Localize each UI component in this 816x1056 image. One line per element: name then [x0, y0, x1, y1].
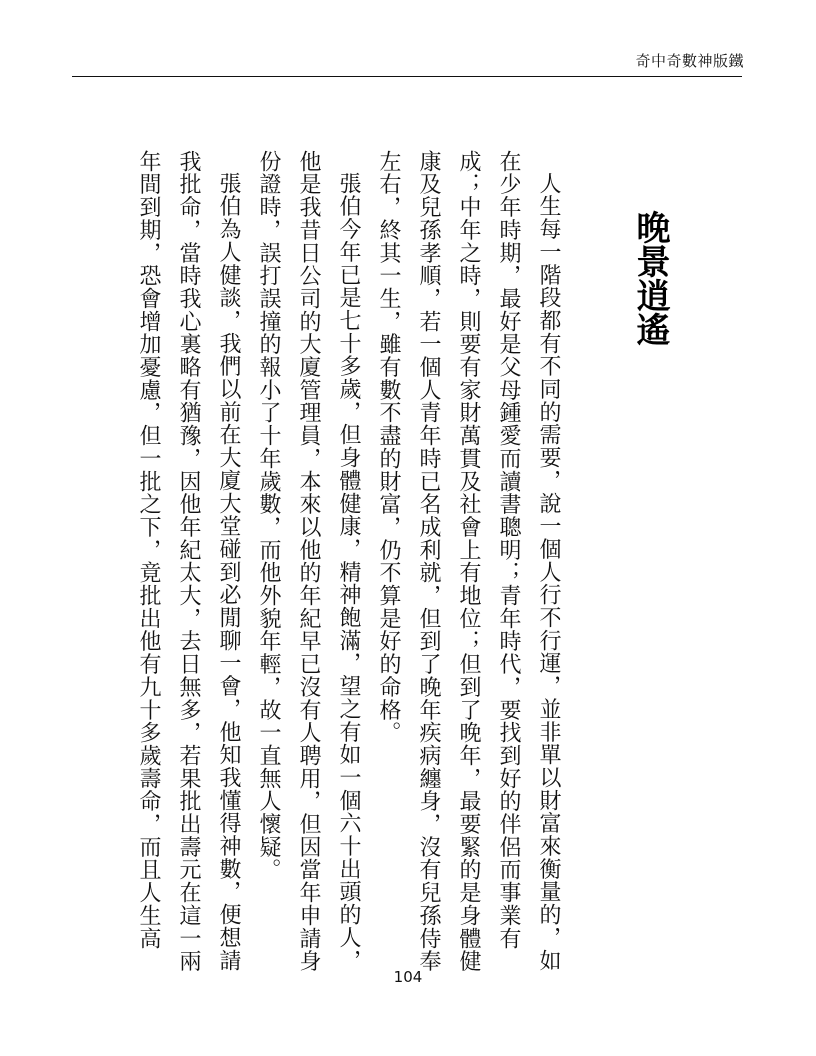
running-header-title: 奇中奇數神版鐵 [635, 52, 744, 70]
paragraph: 人生每一階段都有不同的需要，說一個人行不行運，並非單以財富來衡量的，如在少年時期，最好是父母鍾愛而讀書聰明；青年時代，要找到好的伴侶而事業有成；中年之時，則要有家財萬貫及社會上有地位；但到了晚年，最要緊的是身體健康及兒孫孝順，若一個人青年時已名成利就，但到了晚年疾病纏身，沒有兒孫侍奉左右，終其一生，雖有數不盡的財富，仍不算是好的命格。 [376, 150, 561, 973]
paragraph: 張伯為人健談，我們以前在大廈大堂碰到必閒聊一會，他知我懂得神數，便想請我批命，當時我心裏略有猶豫，因他年紀太大，去日無多，若果批出壽元在這一兩年間到期，恐會增加憂慮，但一批之下，竟批出他有九十多歲壽命，而且人生高 [136, 150, 241, 973]
header-divider [72, 76, 742, 77]
paragraph: 張伯今年已是七十多歲，但身體健康，精神飽滿，望之有如一個六十出頭的人，他是我昔日公司的大廈管理員，本來以他的年紀早已沒有人聘用，但因當年申請身份證時，誤打誤撞的報小了十年歲數，而他外貌年輕，故一直無人懷疑。 [256, 150, 361, 973]
chapter-title: 晚景逍遙 [630, 210, 670, 346]
page-number: 104 [393, 968, 423, 986]
body-text [136, 150, 568, 980]
